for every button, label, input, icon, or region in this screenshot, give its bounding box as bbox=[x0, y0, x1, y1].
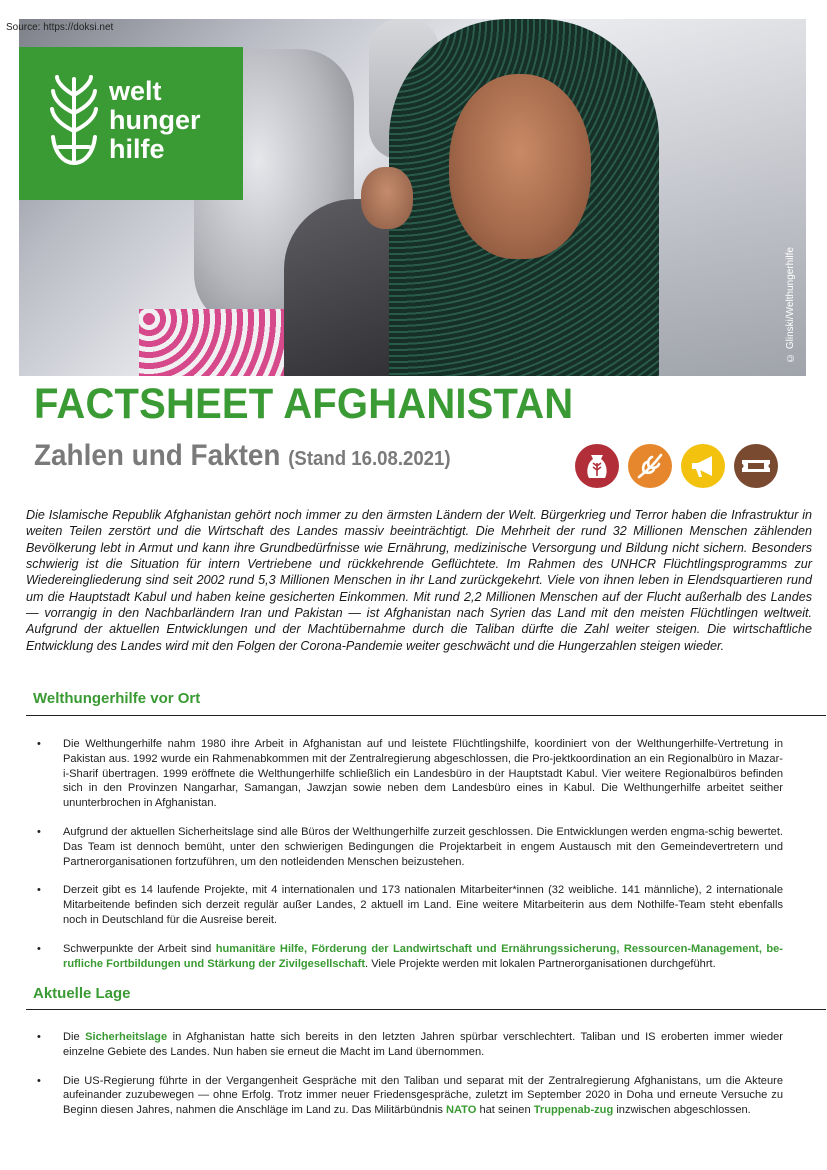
list-item bbox=[0, 883, 783, 927]
link-sicherheitslage[interactable]: Sicherheitslage bbox=[85, 1031, 168, 1043]
welthungerhilfe-logo bbox=[19, 47, 243, 200]
list-item-text: Derzeit gibt es 14 laufende Projekte, mit 4 internationalen und 173 nationalen Mitarbeiter*innen (32 weibliche. 141 männliche), 2 internationale Mitarbeitende befinden sich derzeit regulär außer Landes, 2 aktuell im Land. Eine weitere Mitarbeiterin aus dem Nothilfe-Team steht ebenfalls noch in Deutschland für die Ausreise bereit. bbox=[63, 884, 783, 926]
photo-child-face bbox=[449, 74, 591, 259]
link-truppenabzug[interactable]: Truppenab-zug bbox=[533, 1104, 614, 1117]
list-item bbox=[0, 825, 783, 869]
list-item bbox=[0, 737, 783, 811]
subtitle-main: Zahlen und Fakten bbox=[34, 439, 281, 472]
link-nato[interactable]: NATO bbox=[445, 1104, 477, 1117]
bullet-dot: • bbox=[37, 825, 41, 838]
intro-paragraph: Die Islamische Republik Afghanistan gehört noch immer zu den ärmsten Ländern der Welt. Bürgerkrieg und Terror haben die Infrastruktur in weiten Teilen zerstört und die Wirtschaft des Landes massiv beeinträchtigt. Die Mehrheit der rund 32 Millionen Menschen zählenden Bevölkerung lebt in Armut und kann ihre Grundbedürfnisse wie Ernährung, medizinische Versorgung und Bildung nicht sichern. Besonders schwierig ist die Situation für intern Vertriebene und rückkehrende Geflüchtete. Im Rahmen des UNHCR Flüchtlingsprogramms zur Wiedereingliederung sind seit 2002 rund 5,3 Millionen Menschen in ihr Land zurückgekehrt. Viele von ihnen leben in Elendsquartieren rund um die Hauptstadt Kabul und haben keine gesicherten Einkommen. Mit rund 2,2 Millionen Menschen auf der Flucht außerhalb des Landes — vorrangig in den Nachbarländern Iran und Pakistan — ist Afghanistan nach Syrien das Land mit den meisten Flüchtlingen weltweit. Aufgrund der aktuellen Entwicklungen und der Machtübernahme durch die Taliban dürfte die Zahl weiter steigen. Die wirtschaftliche Entwicklung des Landes wird mit den Folgen der Corona-Pandemie weiter geschwächt und die Hungerzahlen steigen wieder. bbox=[26, 508, 812, 653]
list-item-text-pre: Schwerpunkte der Arbeit sind bbox=[63, 942, 216, 955]
list-item-text: Die Welthungerhilfe nahm 1980 ihre Arbeit in Afghanistan auf und leistete Flüchtlingshilfe, koordiniert von der Welthungerhilfe-Vertretung in Pakistan aus. 1992 wurde ein Rahmenabkommen mit der Zentralregierung abgeschlossen, die Pro-jektkoordination an ein Regionalbüro in Mazar-i-Sharif übertragen. 1999 eröffnete die Welthungerhilfe schließlich ein Landesbüro in der Hauptstadt Kabul. Vier weitere Regionalbüros befinden sich in den Provinzen Nangarhar, Samangan, Jawzjan sowie neben dem Landesbüro eines in Kabul. Die Welthungerhilfe arbeitet seither ununterbrochen in Afghanistan. bbox=[63, 738, 783, 810]
photo-credit: © Glinski/Welthungerhilfe bbox=[785, 247, 796, 363]
list-item-text-post: inzwischen abgeschlossen. bbox=[613, 1104, 751, 1117]
page-title: FACTSHEET AFGHANISTAN bbox=[34, 380, 574, 428]
list-item-text: Aufgrund der aktuellen Sicherheitslage sind alle Büros der Welthungerhilfe zurzeit geschlossen. Die Entwicklungen werden engma-schig bewertet. Das Team ist dennoch bemüht, unter den schwierigen Bedingungen die Projektarbeit in engem Austausch mit den Gemeindevertretern und Partnerorganisationen fortzuführen, um den notleidenden Menschen beizustehen. bbox=[63, 825, 783, 868]
logo-wordmark bbox=[109, 77, 201, 164]
bullet-dot: • bbox=[37, 1031, 41, 1043]
bullet-dot: • bbox=[37, 884, 41, 897]
subtitle-date: (Stand 16.08.2021) bbox=[288, 448, 451, 470]
section-heading-aktuelle-lage: Aktuelle Lage bbox=[33, 985, 131, 1002]
list-item bbox=[0, 942, 783, 972]
bullet-dot: • bbox=[37, 738, 41, 750]
bullet-dot: • bbox=[37, 1074, 41, 1087]
list-item-text-post: . Viele Projekte werden mit lokalen Partnerorganisationen durchgeführt. bbox=[365, 957, 716, 970]
source-label: Source: https://doksi.net bbox=[6, 22, 114, 33]
wheat-logo-icon bbox=[49, 75, 99, 167]
section-heading-vor-ort: Welthungerhilfe vor Ort bbox=[33, 690, 201, 707]
topic-icons bbox=[575, 444, 780, 490]
list-item bbox=[0, 1030, 783, 1060]
list-item-text-pre: Die bbox=[63, 1031, 86, 1043]
section-divider bbox=[26, 715, 826, 716]
photo-hand bbox=[361, 167, 413, 229]
list-item bbox=[0, 1074, 783, 1118]
wheat-icon bbox=[628, 444, 672, 488]
list-item-text-mid: hat seinen bbox=[476, 1104, 534, 1117]
page-subtitle bbox=[34, 439, 451, 473]
bullet-dot: • bbox=[37, 942, 41, 955]
logo-line-1: welt bbox=[109, 76, 162, 106]
section-divider bbox=[26, 1009, 826, 1010]
logo-line-2: hunger bbox=[109, 105, 201, 135]
list-item-text-post: in Afghanistan hatte sich bereits in den letzten Jahren spürbar verschlechtert. Taliban und IS eroberten immer wieder einzelne Gebiete des Landes. Nun haben sie erneut die Macht im Land übernommen. bbox=[63, 1031, 783, 1058]
list-vor-ort bbox=[0, 737, 827, 971]
logo-line-3: hilfe bbox=[109, 134, 165, 164]
ticket-icon bbox=[734, 444, 778, 488]
megaphone-icon bbox=[681, 444, 725, 488]
list-item-highlight: humanitäre Hilfe, Förderung der Landwirtschaft und Ernährungssicherung, Ressourcen-Management, be-rufliche Fortbildungen und Stärkung der Zivilgesellschaft bbox=[63, 942, 783, 970]
grain-sack-icon bbox=[575, 444, 619, 488]
list-item-text-pre: Die US-Regierung führte in der Vergangenheit Gespräche mit den Taliban und separat mit der Zentralregierung Afghanistans, um die Akteure aufeinander zuzubewegen — ohne Erfolg. Trotz immer neuer Friedensgespräche, zuletzt im September 2020 in Doha und erneute Versuche zu Beginn diesen Jahres, nahmen die Anschläge im Land zu. Das Militärbündnis bbox=[63, 1074, 783, 1117]
list-aktuelle-lage bbox=[0, 1030, 827, 1118]
